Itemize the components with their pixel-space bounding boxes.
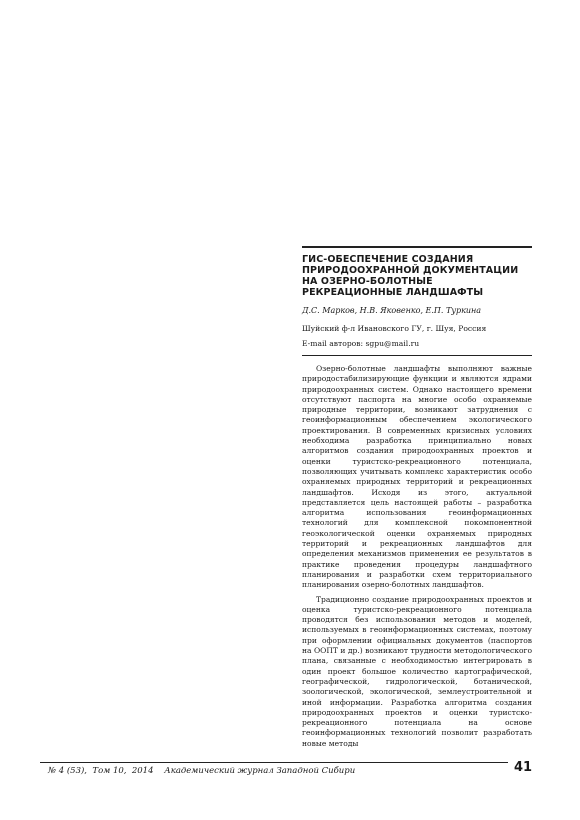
- article-authors: Д.С. Марков, Н.В. Яковенко, Е.П. Туркина: [302, 306, 482, 315]
- top-rule: [302, 246, 532, 248]
- body-paragraph-1: Озерно-болотные ландшафты выполняют важные природостабилизирующие функции и являются ядрами природоохранных систем. Однако настоящего времени отсутствуют паспорта на многие особо охраняемые природные территории, возникают затруднения с геоинформационным обеспечением экологического проектирования. В современных кризисных условиях необходима разработка принципиально новых алгоритмов создания природоохранных проектов и оценки туристско-рекреационного потенциала, позволяющих учитывать комплекс характеристик особо охраняемых природных территорий и рекреационных ландшафтов. Исходя из этого, актуальной представляется цель настоящей работы – разработка алгоритма использования геоинформационных технологий для комплексной покомпонентной геоэкологической оценки охраняемых природных территорий и рекреационных ландшафтов для определения механизмов применения ее результатов в практике проведения процедуры ландшафтного планирования и разработки схем территориального планирования озерно-болотных ландшафтов.: [302, 364, 532, 590]
- footer-rule: [40, 762, 508, 763]
- body-paragraph-2: Традиционно создание природоохранных проектов и оценка туристско-рекреационного потенциала проводятся без использования методов и моделей, используемых в геоинформационных системах, поэтому при оформлении официальных документов (паспортов на ООПТ и др.) возникают трудности методологического плана, связанные с необходимостью интегрировать в один проект большое количество картографической, географической, гидрологической, ботанической, зоологической, экологической, землеустроительной и иной информации. Разработка алгоритма создания природоохранных проектов и оценки туристско-рекреационного потенциала на основе геоинформационных технологий позволит разработать новые методы: [302, 594, 532, 748]
- article-email: E-mail авторов: sgpu@mail.ru: [302, 339, 420, 348]
- page-footer: [40, 762, 540, 778]
- header-rule: [302, 355, 532, 356]
- article-column: [302, 246, 532, 753]
- footer-journal-info: № 4 (53), Том 10, 2014 Академический журнал Западной Сибири: [48, 766, 356, 776]
- article-title: ГИС-ОБЕСПЕЧЕНИЕ СОЗДАНИЯ ПРИРОДООХРАННОЙ ДОКУМЕНТАЦИИ НА ОЗЕРНО-БОЛОТНЫЕ РЕКРЕАЦИОННЫЕ ЛАНДШАФТЫ: [302, 254, 519, 298]
- page-number: 41: [514, 760, 533, 775]
- article-affiliation: Шуйский ф-л Ивановского ГУ, г. Шуя, Россия: [302, 324, 487, 333]
